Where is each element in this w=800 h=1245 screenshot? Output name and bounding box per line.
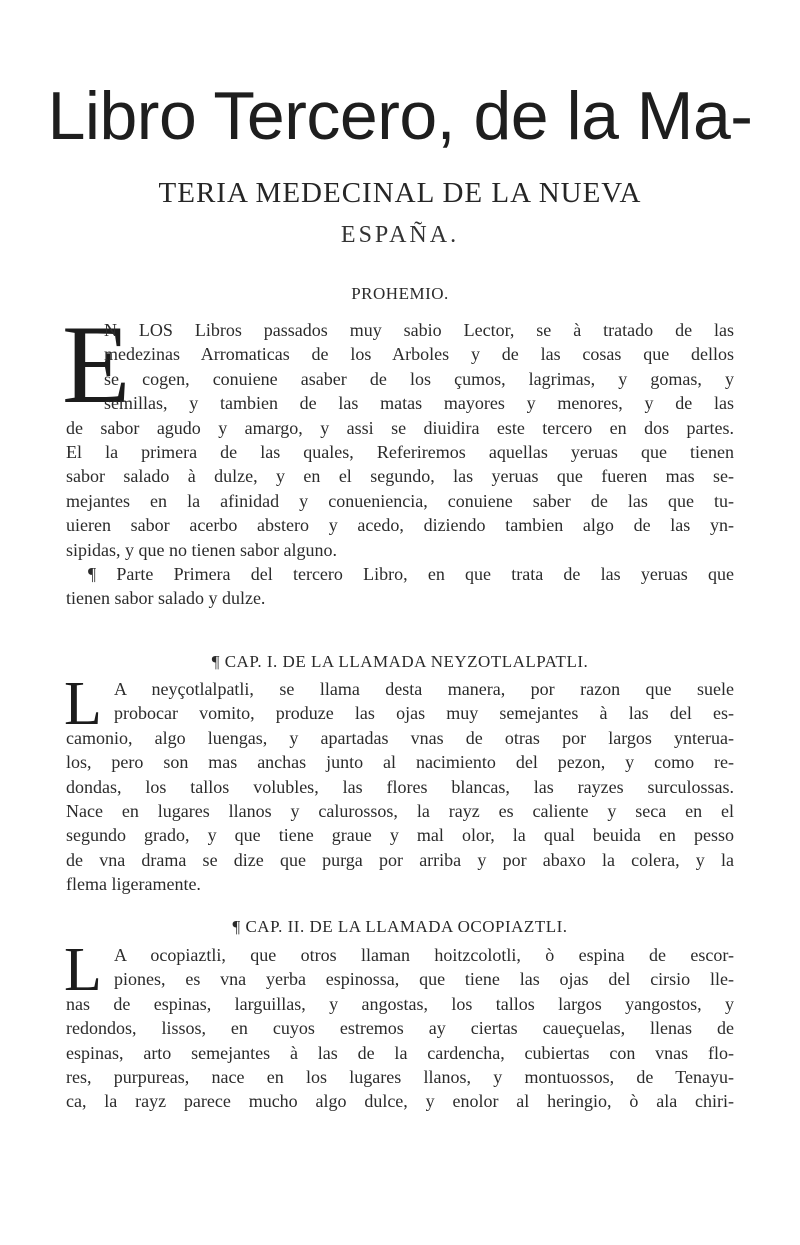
text-line: camonio, algo luengas, y apartadas vnas de otras por largos ynterua- [66,727,734,748]
part-heading-line: tienen sabor salado y dulze. [66,588,266,609]
part-heading-line: ¶ Parte Primera del tercero Libro, en que trata de las yeruas que [88,563,734,584]
text-line: Nace en lugares llanos y calurossos, la rayz es caliente y seca en el [66,800,734,821]
text-line: sipidas, y que no tienen sabor alguno. [66,539,337,560]
text-line: flema ligeramente. [66,874,201,895]
chapter-2-paragraph [64,936,734,1114]
page-subtitle: TERIA MEDECINAL DE LA NUEVA [158,177,642,209]
drop-cap-e: E [62,303,131,427]
text-line: uieren sabor acerbo abstero y acedo, diziendo tambien algo de las yn- [66,515,734,536]
text-line: de vna drama se dize que purga por arriba y por abaxo la colera, y la [66,849,734,870]
text-line: se cogen, conuiene asaber de los çumos, lagrimas, y gomas, y [104,368,734,389]
page-title: Libro Tercero, de la Ma- [47,78,753,154]
text-line: A neyçotlalpatli, se llama desta manera, por razon que suele [114,679,734,699]
drop-cap-l: L [64,670,102,738]
text-line: El la primera de las quales, Referiremos aquellas yeruas que tienen [66,441,734,462]
prohemio-paragraph [66,318,734,611]
text-line: nas de espinas, larguillas, y angostas, los tallos largos yangostos, y [66,993,734,1014]
text-line: probocar vomito, produze las ojas muy semejantes à las del es- [114,703,734,724]
text-line: sabor salado à dulze, y en el segundo, las yeruas que fueren mas se- [66,466,734,487]
page-subtitle-2: ESPAÑA. [340,222,460,248]
text-line: redondos, lissos, en cuyos estremos ay ciertas caueçuelas, llenas de [66,1018,734,1039]
text-line: N LOS Libros passados muy sabio Lector, se à tratado de las [104,320,734,340]
text-line: res, purpureas, nace en los lugares llanos, y montuossos, de Tenayu- [66,1066,734,1087]
text-line: los, pero son mas anchas junto al nacimiento del pezon, y como re- [66,752,734,773]
text-line: de sabor agudo y amargo, y assi se diuidira este tercero en dos partes. [66,417,734,438]
text-line: piones, es vna yerba espinossa, que tiene las ojas del cirsio lle- [114,969,734,990]
text-line: mejantes en la afinidad y conueniencia, conuiene saber de las que tu- [66,490,734,511]
text-line: semillas, y tambien de las matas mayores y menores, y de las [104,393,734,414]
drop-cap-l: L [64,936,102,1004]
text-line: ca, la rayz parece mucho algo dulce, y enolor al heringio, ò ala chiri- [66,1091,734,1112]
text-line: espinas, arto semejantes à las de la cardencha, cubiertas con vnas flo- [66,1042,734,1063]
text-line: dondas, los tallos volubles, las flores blancas, las rayzes surculossas. [66,776,734,797]
text-line: segundo grado, y que tiene graue y mal olor, la qual beuida en pesso [66,825,734,846]
chapter-1-heading: ¶ CAP. I. DE LA LLAMADA NEYZOTLALPATLI. [211,652,589,671]
chapter-2-heading: ¶ CAP. II. DE LA LLAMADA OCOPIAZTLI. [232,917,568,936]
text-line: medezinas Arromaticas de los Arboles y de las cosas que dellos [104,344,734,365]
text-line: A ocopiaztli, que otros llaman hoitzcolotli, ò espina de escor- [114,945,734,965]
chapter-1-paragraph [64,670,734,897]
prohemio-heading: PROHEMIO. [351,284,449,303]
